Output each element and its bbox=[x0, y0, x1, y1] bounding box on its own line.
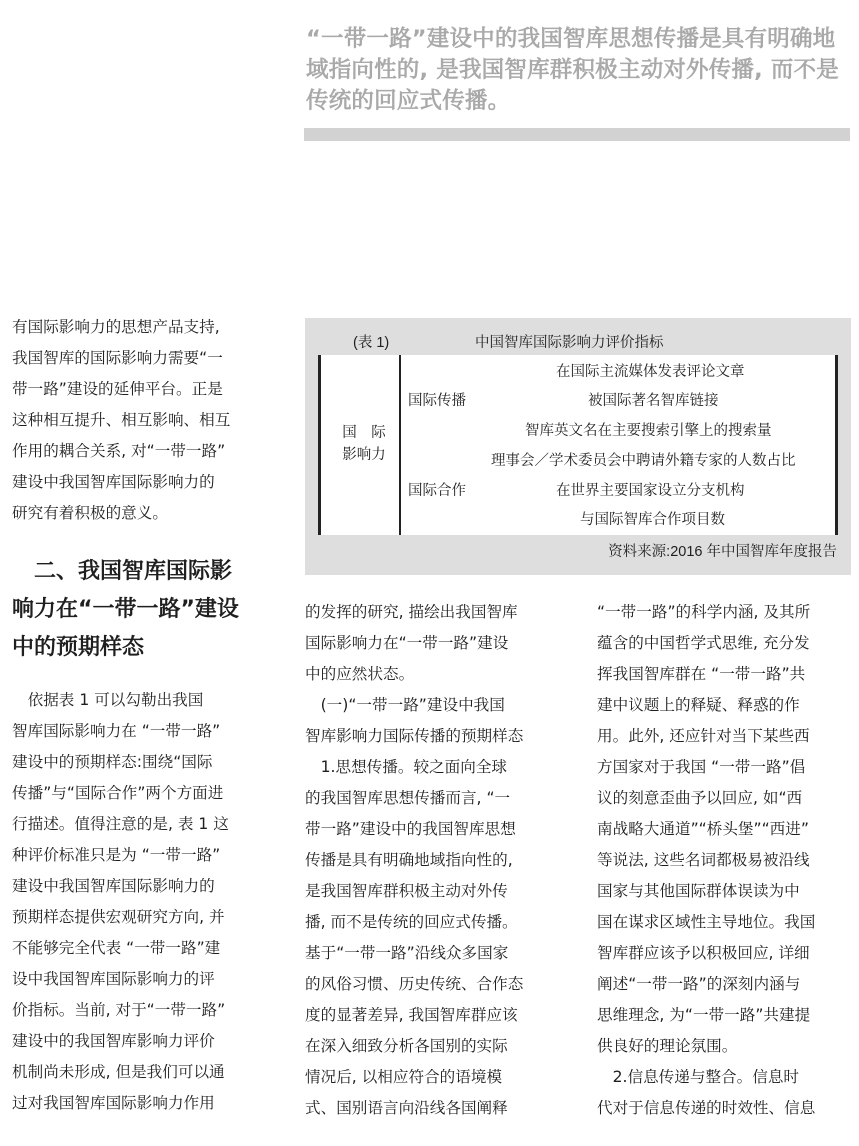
pull-quote-line: “一带一路”建设中的我国智库思想传播是具有明确地 bbox=[306, 26, 836, 52]
table-label: (表 1) bbox=[353, 335, 390, 351]
text-line: 的发挥的研究, 描绘出我国智库 bbox=[305, 603, 518, 621]
text-line: 我国智库的国际影响力需要“一 bbox=[12, 349, 223, 367]
text-line: 国际影响力在“一带一路”建设 bbox=[305, 634, 509, 652]
text-line: 建设中我国智库国际影响力的 bbox=[12, 877, 215, 895]
paragraph-body bbox=[12, 685, 270, 1119]
pull-quote-line: 域指向性的, 是我国智库群积极主动对外传播, 而不是 bbox=[306, 57, 839, 83]
text-line: 行描述。值得注意的是, 表 1 这 bbox=[12, 815, 229, 833]
text-line: 建设中的预期样态:围绕“国际 bbox=[12, 753, 213, 771]
text-line: 智库国际影响力在 “一带一路” bbox=[12, 722, 221, 740]
text-line: 带一路”建设的延伸平台。正是 bbox=[12, 380, 223, 398]
text-line: 基于“一带一路”沿线众多国家 bbox=[305, 944, 509, 962]
text-line: 建设中的我国智库影响力评价 bbox=[12, 1032, 215, 1050]
section-heading bbox=[12, 553, 270, 667]
text-line: 2.信息传递与整合。信息时 bbox=[597, 1068, 800, 1086]
text-line: 这种相互提升、相互影响、相互 bbox=[12, 411, 231, 429]
table-cell: 在世界主要国家设立分支机构 bbox=[556, 483, 745, 499]
table-cell: 与国际智库合作项目数 bbox=[580, 512, 725, 528]
table-cell: 被国际著名智库链接 bbox=[588, 393, 719, 409]
group-name: 国际传播 bbox=[408, 393, 466, 409]
text-line: 的风俗习惯、历史传统、合作态 bbox=[305, 975, 524, 993]
text-line: 方国家对于我国 “一带一路”倡 bbox=[597, 758, 806, 776]
text-line: 播, 而不是传统的回应式传播。 bbox=[305, 913, 518, 931]
text-line: 的我国智库思想传播而言, “一 bbox=[305, 789, 511, 807]
right-column bbox=[597, 597, 852, 1124]
text-line: 设中我国智库国际影响力的评 bbox=[12, 970, 215, 988]
text-line: 传播”与“国际合作”两个方面进 bbox=[12, 784, 224, 802]
text-line: 等说法, 这些名词都极易被沿线 bbox=[597, 851, 810, 869]
text-line: 议的刻意歪曲予以回应, 如“西 bbox=[597, 789, 803, 807]
text-line: 国家与其他国际群体误读为中 bbox=[597, 882, 800, 900]
paragraph-intro bbox=[12, 312, 270, 529]
text-line: 建设中我国智库国际影响力的 bbox=[12, 473, 215, 491]
heading-line: 二、我国智库国际影 bbox=[12, 559, 233, 584]
pull-quote-line: 传统的回应式传播。 bbox=[306, 88, 511, 114]
text-line: 供良好的理论氛围。 bbox=[597, 1037, 738, 1055]
text-line: 作用的耦合关系, 对“一带一路” bbox=[12, 442, 226, 460]
row-header-line: 影响力 bbox=[342, 447, 386, 463]
table-cell: 理事会／学术委员会中聘请外籍专家的人数占比 bbox=[491, 453, 796, 469]
paragraph-body bbox=[305, 597, 563, 1124]
table-cell: 在国际主流媒体发表评论文章 bbox=[556, 364, 745, 380]
middle-column bbox=[305, 597, 563, 1124]
text-line: “一带一路”的科学内涵, 及其所 bbox=[597, 603, 811, 621]
text-line: 智库群应该予以积极回应, 详细 bbox=[597, 944, 810, 962]
text-line: 机制尚未形成, 但是我们可以通 bbox=[12, 1063, 225, 1081]
paragraph-body bbox=[597, 597, 852, 1124]
text-line: 研究有着积极的意义。 bbox=[12, 504, 168, 522]
table-body bbox=[318, 355, 838, 535]
evaluation-table bbox=[305, 318, 851, 575]
text-line: 在深入细致分析各国别的实际 bbox=[305, 1037, 508, 1055]
group-name: 国际合作 bbox=[408, 483, 466, 499]
text-line: 思维理念, 为“一带一路”共建提 bbox=[597, 1006, 811, 1024]
text-line: 建中议题上的释疑、释惑的作 bbox=[597, 696, 800, 714]
heading-line: 中的预期样态 bbox=[12, 635, 145, 660]
text-line: 阐述“一带一路”的深刻内涵与 bbox=[597, 975, 801, 993]
left-column bbox=[12, 312, 270, 1119]
table-title: 中国智库国际影响力评价指标 bbox=[475, 335, 664, 351]
text-line: 式、国别语言向沿线各国阐释 bbox=[305, 1099, 508, 1117]
text-line: 传播是具有明确地域指向性的, bbox=[305, 851, 513, 869]
text-line: 中的应然状态。 bbox=[305, 665, 415, 683]
pull-quote-bar bbox=[304, 128, 850, 141]
text-line: 代对于信息传递的时效性、信息 bbox=[597, 1099, 816, 1117]
text-line: 1.思想传播。较之面向全球 bbox=[305, 758, 508, 776]
text-line: 价指标。当前, 对于“一带一路” bbox=[12, 1001, 226, 1019]
text-line: 度的显著差异, 我国智库群应该 bbox=[305, 1006, 518, 1024]
pull-quote bbox=[306, 24, 852, 117]
text-line: 情况后, 以相应符合的语境模 bbox=[305, 1068, 503, 1086]
text-line: 带一路”建设中的我国智库思想 bbox=[305, 820, 516, 838]
text-line: 国在谋求区域性主导地位。我国 bbox=[597, 913, 816, 931]
text-line: 用。此外, 还应针对当下某些西 bbox=[597, 727, 810, 745]
text-line: 有国际影响力的思想产品支持, bbox=[12, 318, 220, 336]
row-header-line: 国 际 bbox=[342, 425, 386, 441]
text-line: 种评价标准只是为 “一带一路” bbox=[12, 846, 221, 864]
table-divider bbox=[399, 355, 401, 535]
text-line: 不能够完全代表 “一带一路”建 bbox=[12, 939, 221, 957]
heading-line: 响力在“一带一路”建设 bbox=[12, 597, 239, 622]
table-cell: 智库英文名在主要搜索引擎上的搜索量 bbox=[525, 423, 772, 439]
text-line: 蕴含的中国哲学式思维, 充分发 bbox=[597, 634, 810, 652]
text-line: 是我国智库群积极主动对外传 bbox=[305, 882, 508, 900]
text-line: 依据表 1 可以勾勒出我国 bbox=[12, 691, 204, 709]
text-line: (一)“一带一路”建设中我国 bbox=[305, 696, 505, 714]
table-source: 资料来源:2016 年中国智库年度报告 bbox=[608, 544, 837, 560]
text-line: 南战略大通道”“桥头堡”“西进” bbox=[597, 820, 809, 838]
text-line: 过对我国智库国际影响力作用 bbox=[12, 1094, 215, 1112]
text-line: 挥我国智库群在 “一带一路”共 bbox=[597, 665, 806, 683]
text-line: 预期样态提供宏观研究方向, 并 bbox=[12, 908, 225, 926]
text-line: 智库影响力国际传播的预期样态 bbox=[305, 727, 524, 745]
table-row-header bbox=[335, 422, 393, 466]
